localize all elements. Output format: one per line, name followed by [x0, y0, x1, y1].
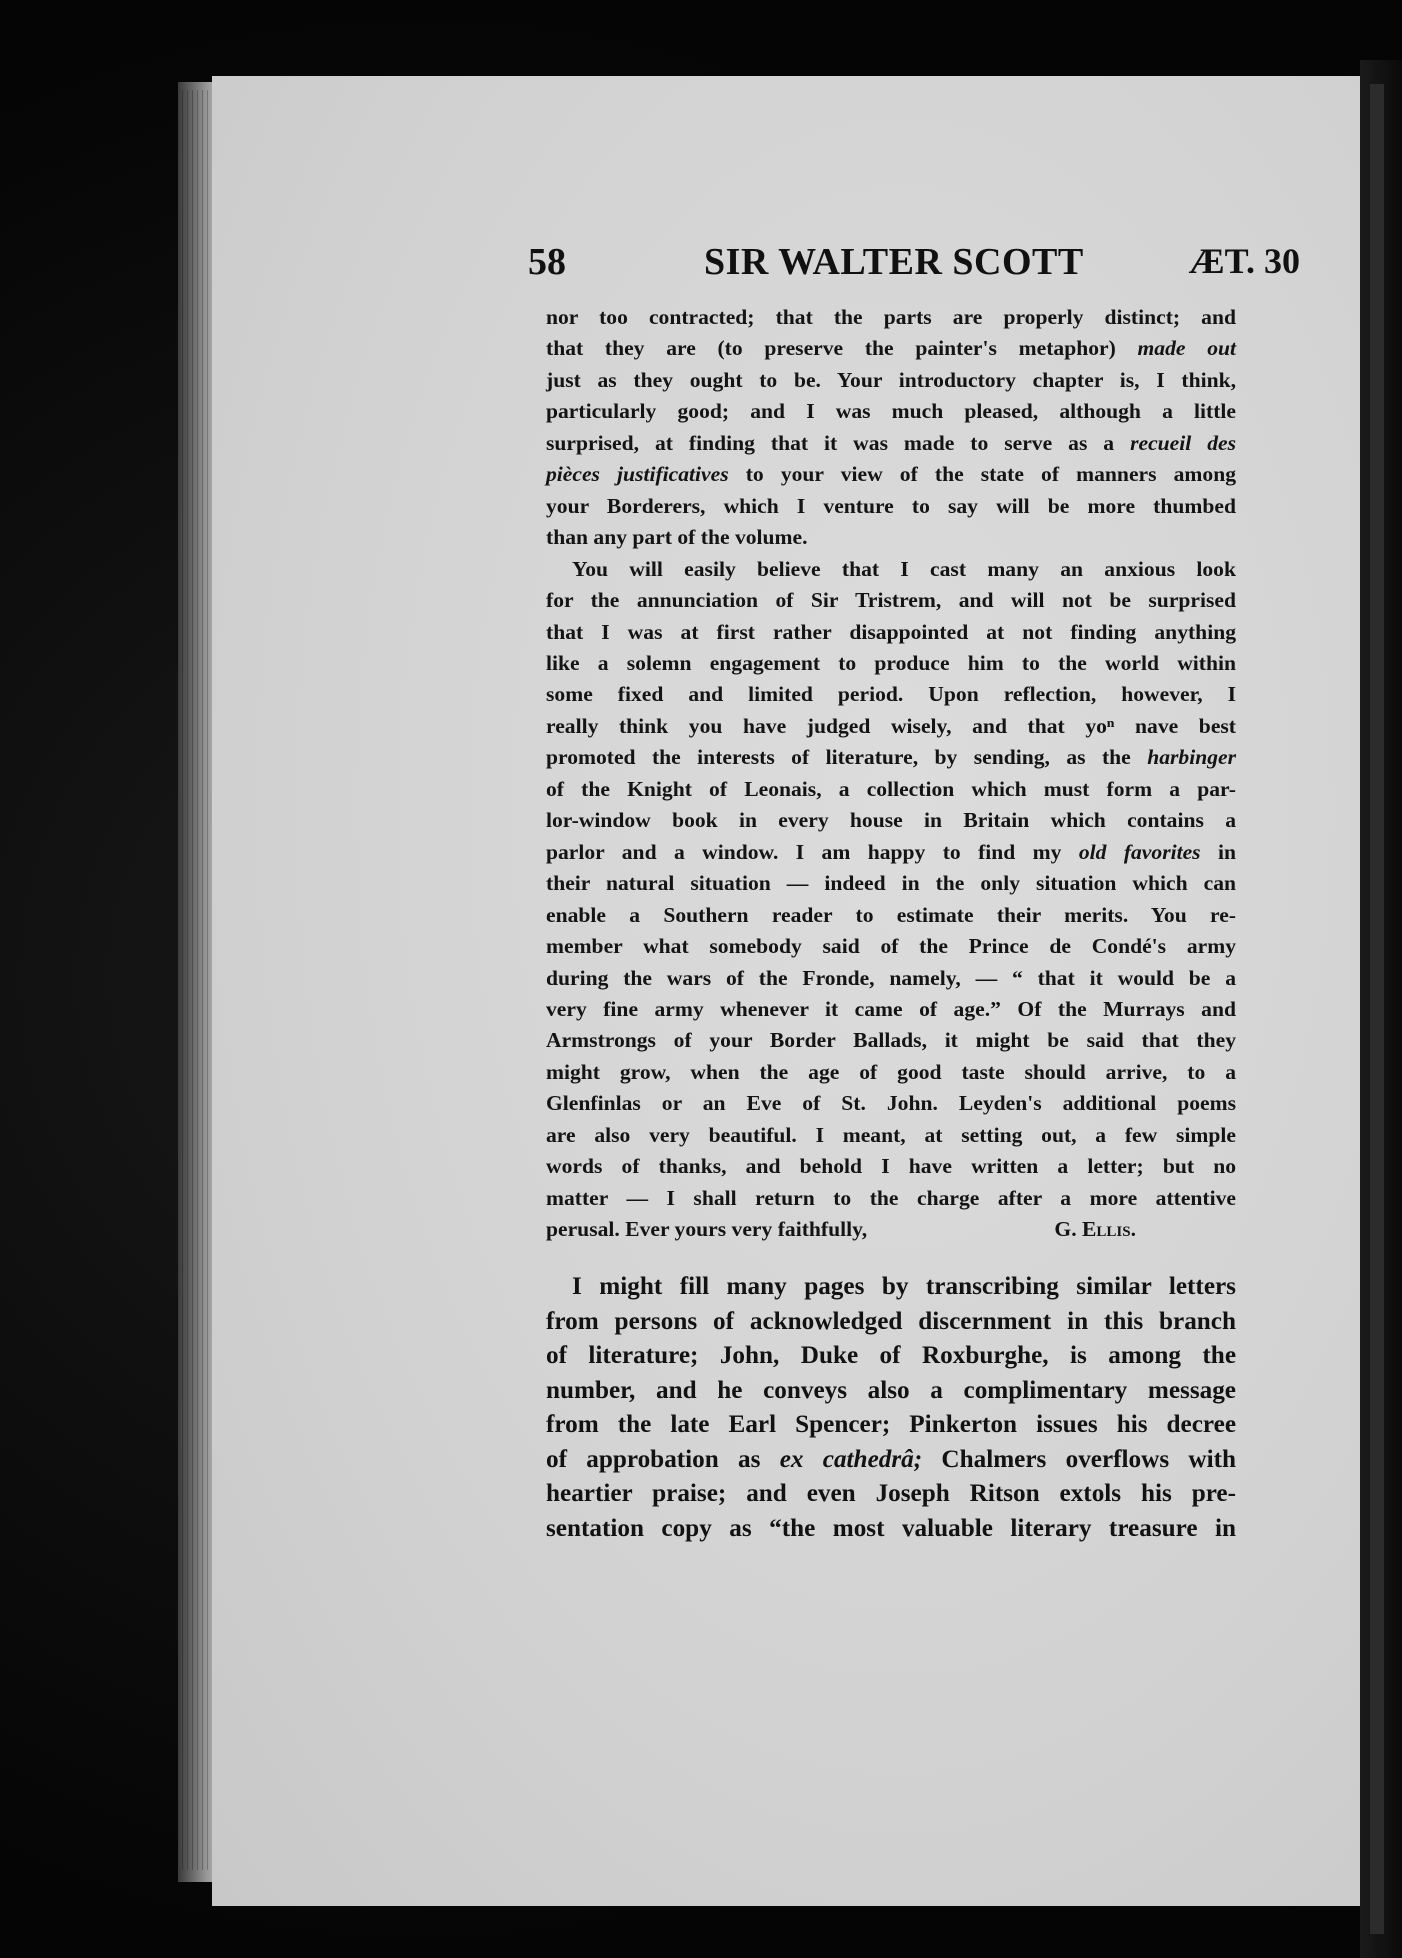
body-line: of literature; John, Duke of Roxburghe, is among the: [546, 1342, 1236, 1369]
italic-phrase: pièces justificatives: [546, 462, 729, 487]
letter-line: some fixed and limited period. Upon reflection, however, I: [546, 682, 1236, 707]
body-line: [546, 1443, 1236, 1478]
running-title: SIR WALTER SCOTT: [704, 241, 1084, 283]
italic-phrase: ex cathedrâ;: [779, 1445, 923, 1473]
letter-line: [546, 428, 1236, 459]
body-line: I might fill many pages by transcribing similar letters: [572, 1273, 1236, 1300]
body-line: sentation copy as “the most valuable literary treasure in: [546, 1514, 1236, 1542]
page-edge-lines: [182, 90, 216, 1870]
letter-line: nor too contracted; that the parts are properly distinct; and: [546, 305, 1236, 329]
letter-line: Armstrongs of your Border Ballads, it might be said that they: [546, 1028, 1236, 1053]
letter-text: [546, 302, 1236, 1246]
letter-line: really think you have judged wisely, and that yoⁿ nave best: [546, 713, 1236, 738]
letter-line: Glenfinlas or an Eve of St. John. Leyden's additional poems: [546, 1091, 1236, 1116]
letter-line: during the wars of the Fronde, namely, — “ that it would be a: [546, 965, 1236, 990]
letter-line: of the Knight of Leonais, a collection which must form a par-: [546, 776, 1236, 801]
italic-phrase: harbinger: [1147, 745, 1236, 770]
letter-line: You will easily believe that I cast many an anxious look: [572, 556, 1236, 581]
signature: G. Ellis.: [1054, 1217, 1136, 1242]
body-line: from the late Earl Spencer; Pinkerton issues his decree: [546, 1411, 1236, 1438]
letter-text-run: that they are (to preserve the painter's metaphor): [546, 336, 1138, 361]
closing-text: perusal. Ever yours very faithfully,: [546, 1217, 868, 1242]
italic-phrase: old favorites: [1078, 839, 1201, 864]
letter-text-run: parlor and a window. I am happy to find my: [546, 839, 1079, 864]
letter-line: might grow, when the age of good taste should arrive, to a: [546, 1059, 1236, 1084]
letter-text-run: in: [1200, 839, 1236, 864]
letter-text-run: surprised, at finding that it was made to serve as a: [546, 430, 1131, 455]
narrative-text: [546, 1270, 1236, 1546]
running-head: [528, 240, 1300, 286]
right-gutter-strip: [1370, 84, 1384, 1934]
letter-line: member what somebody said of the Prince de Condé's army: [546, 934, 1236, 959]
letter-closing: [546, 1214, 1236, 1245]
letter-text-run: promoted the interests of literature, by sending, as the: [546, 745, 1148, 770]
letter-line: very fine army whenever it came of age.” Of the Murrays and: [546, 996, 1236, 1021]
letter-line: like a solemn engagement to produce him to the world within: [546, 650, 1236, 675]
letter-line: words of thanks, and behold I have written a letter; but no: [546, 1154, 1236, 1179]
letter-line: their natural situation — indeed in the only situation which can: [546, 871, 1236, 896]
italic-phrase: recueil des: [1130, 430, 1236, 455]
letter-line: [546, 837, 1236, 868]
letter-line: are also very beautiful. I meant, at setting out, a few simple: [546, 1122, 1236, 1147]
letter-text-run: to your view of the state of manners among: [728, 462, 1237, 487]
letter-line: enable a Southern reader to estimate their merits. You re-: [546, 902, 1236, 927]
letter-line: [546, 459, 1236, 490]
letter-line: just as they ought to be. Your introductory chapter is, I think,: [546, 367, 1236, 392]
letter-line: [546, 333, 1236, 364]
body-line: from persons of acknowledged discernment in this branch: [546, 1307, 1236, 1335]
body-text-run: of approbation as: [546, 1445, 780, 1473]
letter-line: matter — I shall return to the charge after a more attentive: [546, 1185, 1236, 1210]
letter-line: that I was at first rather disappointed at not finding anything: [546, 619, 1236, 644]
letter-line: than any part of the volume.: [546, 525, 808, 550]
letter-line: [546, 742, 1236, 773]
page-number: 58: [528, 241, 566, 283]
letter-line: for the annunciation of Sir Tristrem, and will not be surprised: [546, 588, 1236, 613]
age-label: ÆT. 30: [1188, 241, 1300, 281]
body-line: heartier praise; and even Joseph Ritson extols his pre-: [546, 1480, 1236, 1507]
letter-line: particularly good; and I was much pleased, although a little: [546, 399, 1236, 424]
letter-line: lor-window book in every house in Britain which contains a: [546, 808, 1236, 833]
body-line: number, and he conveys also a complimentary message: [546, 1376, 1236, 1404]
letter-line: your Borderers, which I venture to say will be more thumbed: [546, 493, 1236, 518]
italic-phrase: made out: [1137, 336, 1236, 361]
body-text-run: Chalmers overflows with: [922, 1445, 1236, 1473]
